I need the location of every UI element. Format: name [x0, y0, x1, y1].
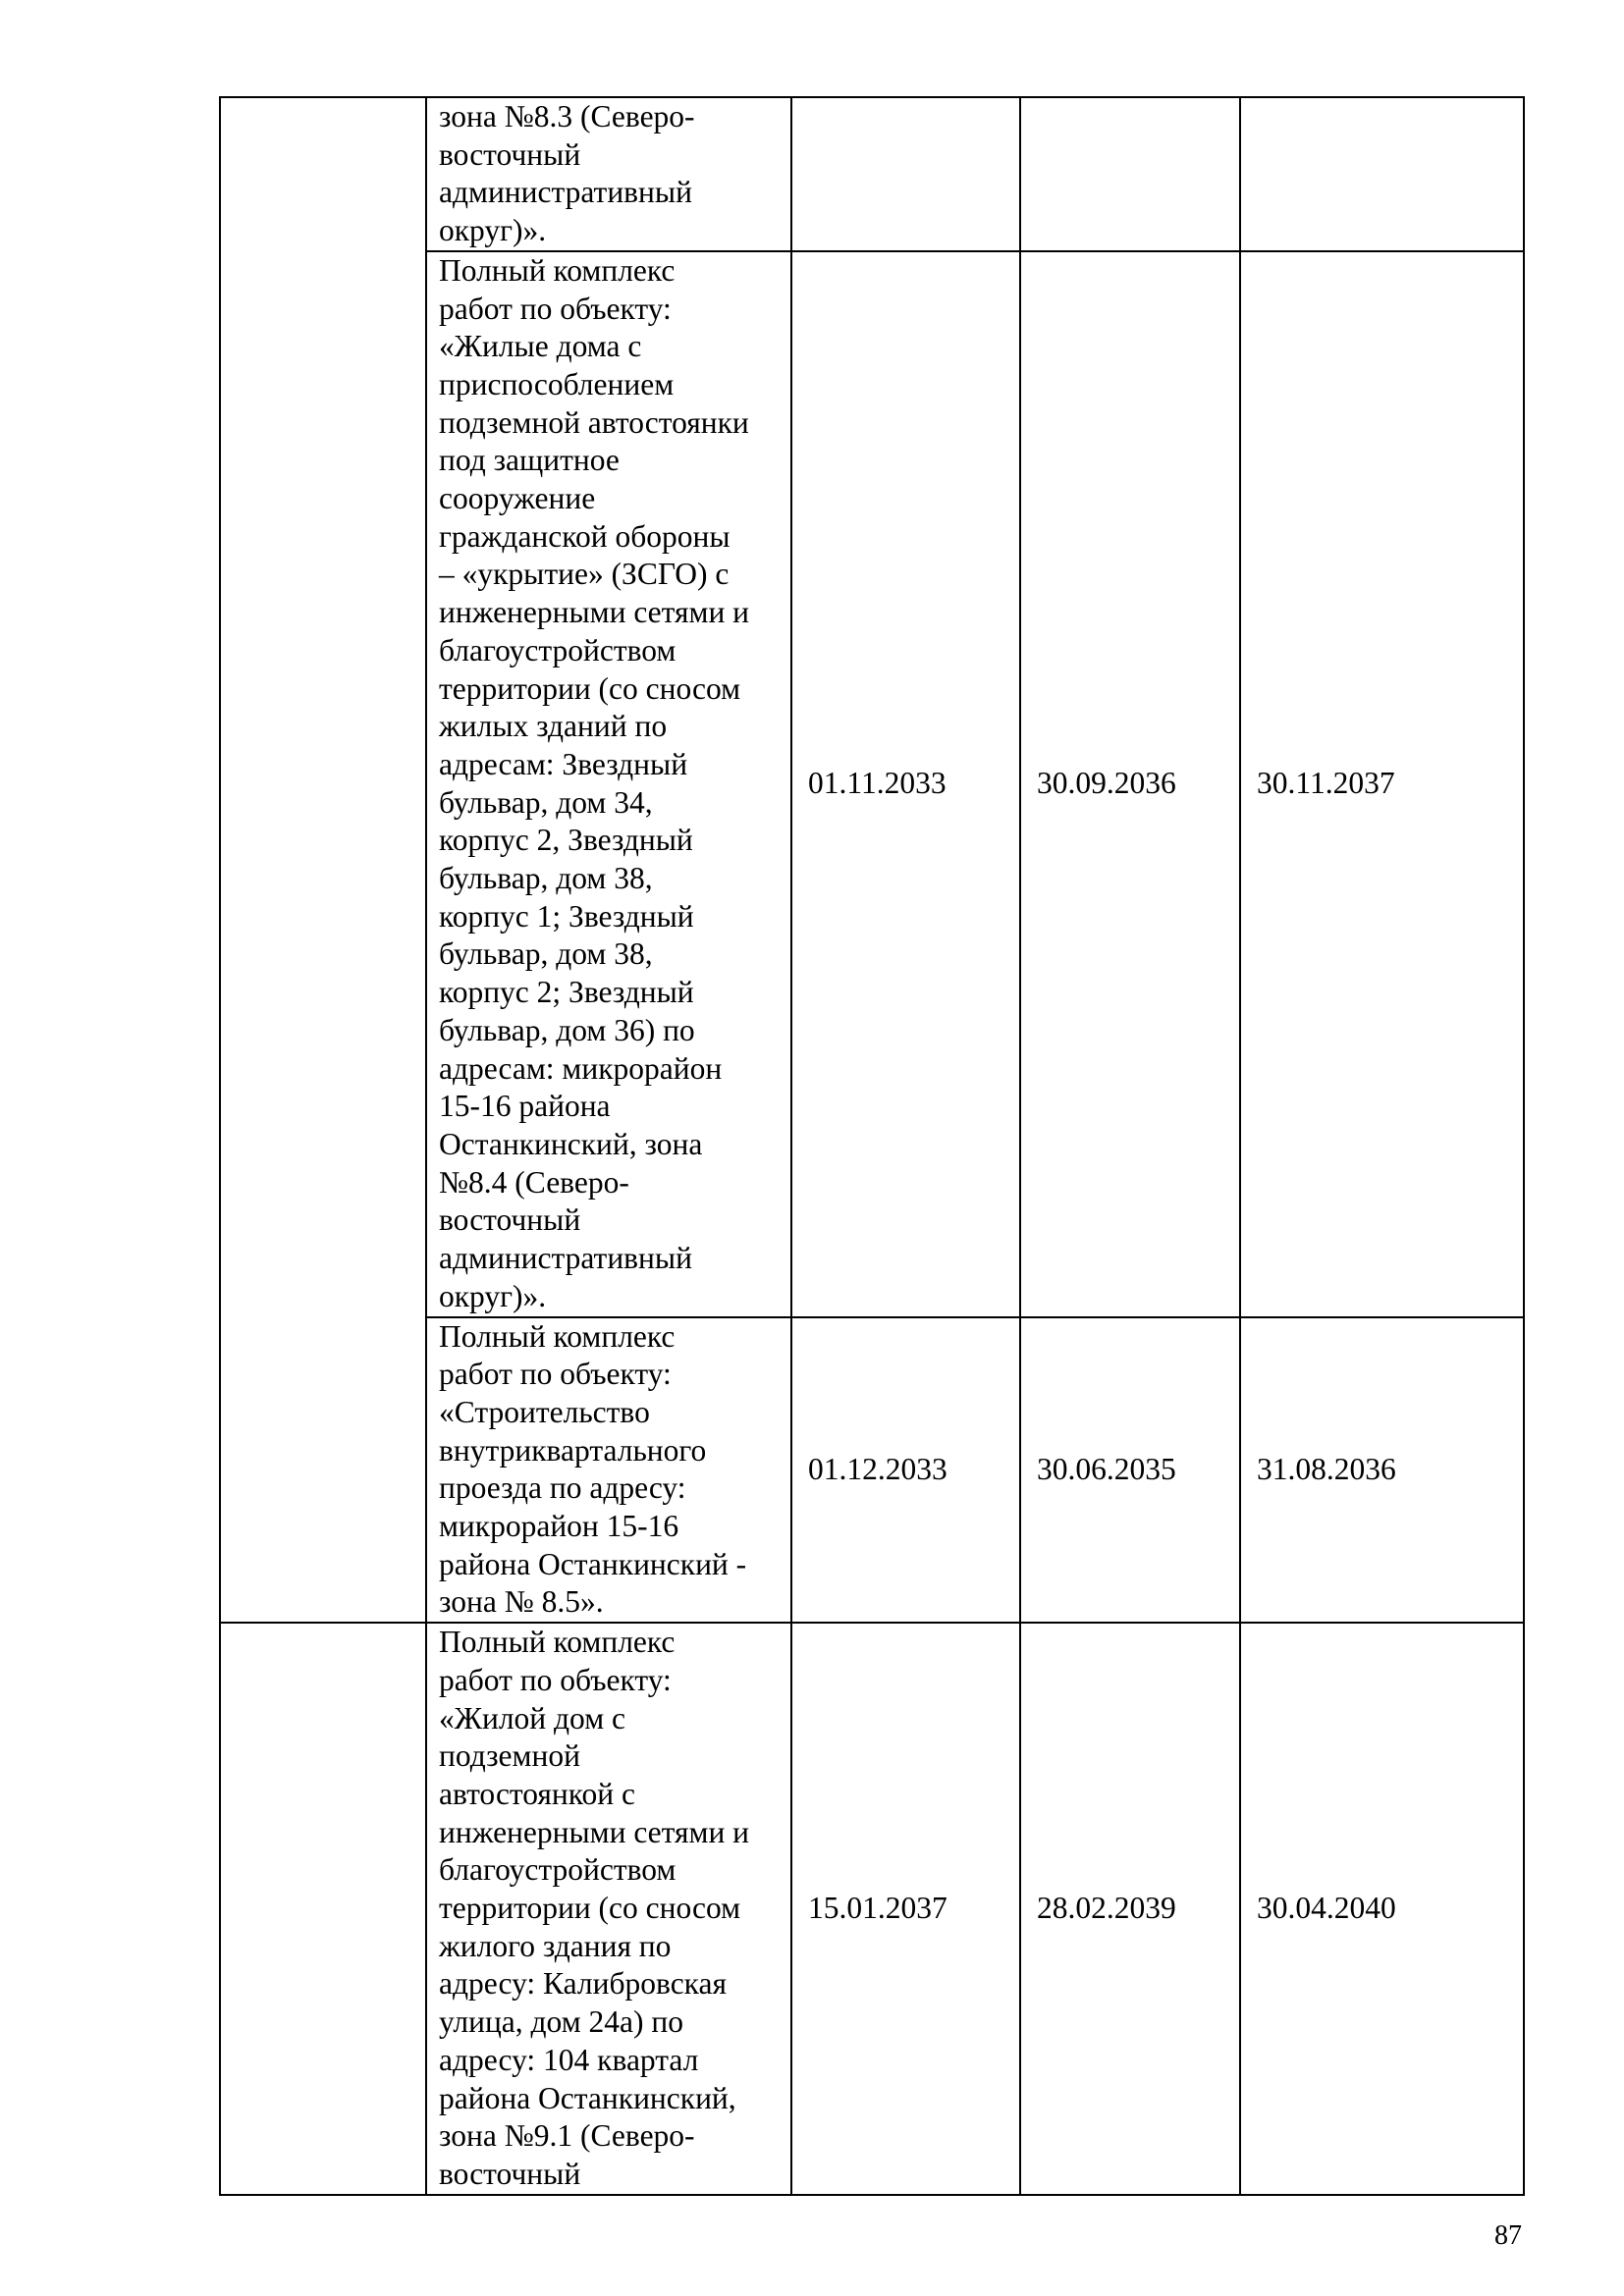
description-line: 15-16 района — [439, 1089, 611, 1124]
description-line: округ)». — [439, 1278, 547, 1313]
description-line: адресам: микрорайон — [439, 1050, 723, 1086]
description-line: №8.4 (Северо- — [439, 1164, 629, 1200]
description-line: зона №8.3 (Северо- — [439, 99, 695, 133]
mid-date-cell: 28.02.2039 — [1020, 1623, 1240, 2195]
description-line: района Останкинский, — [439, 2080, 736, 2115]
table-row — [220, 97, 1524, 251]
description-line: зона № 8.5». — [439, 1584, 604, 1620]
end-date-cell — [1240, 97, 1524, 251]
description-line: работ по объекту: — [439, 1357, 672, 1392]
description-line: Полный комплекс — [439, 1625, 676, 1660]
description-line: восточный — [439, 1202, 581, 1238]
description-cell — [426, 97, 791, 251]
end-date-cell: 30.11.2037 — [1240, 251, 1524, 1317]
description-line: Полный комплекс — [439, 252, 676, 288]
start-date-cell: 01.12.2033 — [791, 1317, 1020, 1624]
description-line: «Строительство — [439, 1394, 650, 1429]
mid-date-cell: 30.06.2035 — [1020, 1317, 1240, 1624]
mid-date-cell: 30.09.2036 — [1020, 251, 1240, 1317]
description-line: адресам: Звездный — [439, 746, 688, 781]
description-line: восточный — [439, 136, 581, 172]
description-line: округ)». — [439, 213, 547, 248]
description-line: подземной — [439, 1738, 580, 1774]
description-line: сооружение — [439, 481, 596, 516]
description-line: благоустройством — [439, 632, 677, 667]
description-line: под защитное — [439, 443, 620, 478]
group-cell — [220, 1623, 426, 2195]
start-date-cell: 01.11.2033 — [791, 251, 1020, 1317]
description-line: адресу: 104 квартал — [439, 2042, 699, 2077]
description-line: восточный — [439, 2156, 581, 2191]
description-line: автостоянкой с — [439, 1776, 635, 1811]
description-line: территории (со сносом — [439, 1891, 741, 1926]
description-cell — [426, 251, 791, 1317]
description-line: работ по объекту: — [439, 1662, 672, 1697]
description-line: внутриквартального — [439, 1432, 707, 1468]
description-line: инженерными сетями и — [439, 1814, 750, 1849]
description-line: Останкинский, зона — [439, 1126, 703, 1161]
mid-date-cell — [1020, 97, 1240, 251]
description-line: проезда по адресу: — [439, 1470, 686, 1506]
table-row — [220, 1623, 1524, 2195]
description-line: административный — [439, 175, 692, 210]
description-line: корпус 2; Звездный — [439, 975, 694, 1010]
description-line: гражданской обороны — [439, 518, 731, 554]
description-line: – «укрытие» (ЗСГО) с — [439, 557, 730, 592]
schedule-table — [219, 96, 1525, 2196]
description-line: Полный комплекс — [439, 1318, 676, 1354]
start-date-cell: 15.01.2037 — [791, 1623, 1020, 2195]
end-date-cell: 31.08.2036 — [1240, 1317, 1524, 1624]
description-line: бульвар, дом 36) по — [439, 1012, 695, 1047]
start-date-cell — [791, 97, 1020, 251]
description-line: инженерными сетями и — [439, 595, 750, 630]
description-line: «Жилой дом с — [439, 1700, 625, 1735]
description-line: жилых зданий по — [439, 709, 668, 744]
description-line: административный — [439, 1241, 692, 1276]
description-line: корпус 2, Звездный — [439, 823, 693, 858]
description-line: улица, дом 24а) по — [439, 2004, 683, 2040]
description-line: жилого здания по — [439, 1928, 672, 1963]
description-line: адресу: Калибровская — [439, 1966, 727, 2002]
description-line: корпус 1; Звездный — [439, 898, 694, 934]
description-line: территории (со сносом — [439, 670, 741, 706]
end-date-cell: 30.04.2040 — [1240, 1623, 1524, 2195]
description-line: подземной автостоянки — [439, 404, 749, 440]
description-cell — [426, 1317, 791, 1624]
description-cell — [426, 1623, 791, 2195]
page-number: 87 — [1494, 2220, 1522, 2251]
description-line: благоустройством — [439, 1852, 677, 1888]
description-line: «Жилые дома с — [439, 329, 642, 364]
description-line: приспособлением — [439, 366, 675, 401]
description-line: района Останкинский - — [439, 1546, 747, 1581]
description-line: микрорайон 15-16 — [439, 1509, 679, 1544]
description-line: зона №9.1 (Северо- — [439, 2118, 695, 2154]
description-line: бульвар, дом 38, — [439, 936, 653, 972]
group-cell — [220, 97, 426, 1623]
description-line: работ по объекту: — [439, 291, 672, 326]
description-line: бульвар, дом 38, — [439, 861, 653, 896]
description-line: бульвар, дом 34, — [439, 784, 653, 820]
